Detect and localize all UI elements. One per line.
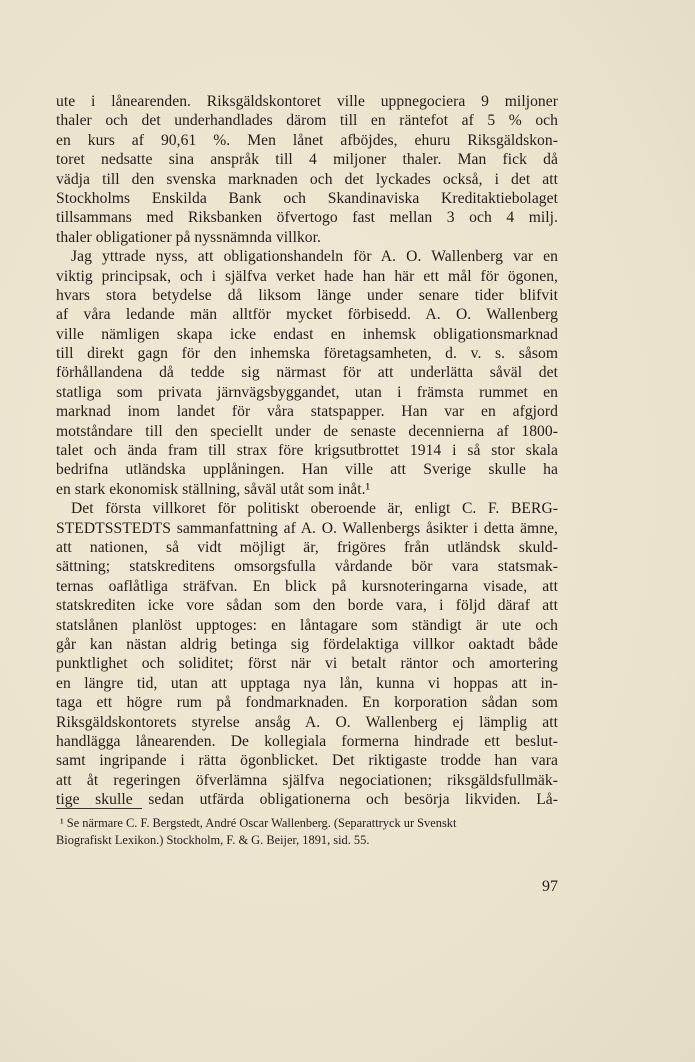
text-line: tige skulle sedan utfärda obligationerna och besörja likviden. Lå- xyxy=(56,791,558,809)
text-line: handlägga lånearenden. De kollegiala formerna hindrade ett beslut- xyxy=(56,732,558,750)
text-line-with-author xyxy=(56,499,558,518)
text-line: förhållandena då tedde sig närmast för att underlätta såväl det xyxy=(56,364,558,382)
text-line: taga ett högre rum på fondmarknaden. En korporation sådan som xyxy=(56,694,558,712)
text-line: vädja till den svenska marknaden och det lyckades också, i det att xyxy=(56,170,558,188)
footnote xyxy=(56,815,558,849)
text-line: ternas oaflåtliga sträfvan. En blick på kursnoteringarna visade, att xyxy=(56,577,558,595)
body-text xyxy=(56,92,558,809)
footnote-divider xyxy=(56,808,142,809)
text-line: sättning; statskreditens omsorgsfulla vårdande bör vara statsmak- xyxy=(56,558,558,576)
text-line: ville nämligen skapa icke endast en inhemsk obligationsmarknad xyxy=(56,325,558,343)
text-line: går kan nästan aldrig betinga sig fördelaktiga villkor oaktadt både xyxy=(56,635,558,653)
text-line: samt ingripande i rätta ögonblicket. Det riktigaste trodde han vara xyxy=(56,752,558,770)
text-line: toret nedsatte sina anspråk till 4 miljoner thaler. Man fick då xyxy=(56,151,558,169)
text-line: till direkt gagn för den inhemska företagsamheten, d. v. s. såsom xyxy=(56,345,558,363)
text-line: en stark ekonomisk ställning, såväl utåt som inåt.¹ xyxy=(56,480,371,498)
text-line-with-author xyxy=(56,519,558,538)
author-name-smallcaps: STEDTS xyxy=(56,519,114,537)
page-number: 97 xyxy=(542,878,558,895)
text-line: Riksgäldskontorets styrelse ansåg A. O. Wallenberg ej lämplig att xyxy=(56,713,558,731)
author-name-smallcaps: BERG- xyxy=(510,500,558,518)
text-line: Stockholms Enskilda Bank och Skandinaviska Kreditaktiebolaget xyxy=(56,189,558,207)
text-line: ute i lånearenden. Riksgäldskontoret ville uppnegociera 9 miljoner xyxy=(56,93,558,110)
text-line: en kurs af 90,61 %. Men lånet afböjdes, ehuru Riksgäldskon- xyxy=(56,131,558,149)
footnote-line: ¹ Se närmare C. F. Bergstedt, André Oscar Wallenberg. (Separattryck ur Svenskt xyxy=(60,816,457,830)
text-line: thaler obligationer på nyssnämnda villkor. xyxy=(56,228,321,246)
text-line: talet och ända fram till strax före krigsutbrottet 1914 i så stor skala xyxy=(56,442,558,460)
text-line: punktlighet och soliditet; först när vi betalt räntor och amortering xyxy=(56,655,558,673)
text-run: Det första villkoret för politiskt oberoende är, enligt C. F. xyxy=(71,500,511,518)
footnote-line: Biografiskt Lexikon.) Stockholm, F. & G. Beijer, 1891, sid. 55. xyxy=(56,833,370,847)
text-line: viktig principsak, och i själfva verket hade han här ett mål för ögonen, xyxy=(56,267,558,285)
text-line: statslånen planlöst upptoges: en låntagare som ständigt är ute och xyxy=(56,616,558,634)
text-line: motståndare till den speciellt under de senaste decennierna af 1800- xyxy=(56,422,558,440)
text-run: STEDTS sammanfattning af A. O. Wallenbergs åsikter i detta ämne, xyxy=(113,519,558,537)
text-line: statliga som privata järnvägsbyggandet, utan i främsta rummet en xyxy=(56,383,558,401)
text-line: marknad inom landet för våra statspapper. Han var en afgjord xyxy=(56,403,558,421)
text-line: af våra ledande män alltför mycket förbisedd. A. O. Wallenberg xyxy=(56,306,558,324)
text-line: bedrifna utländska upplåningen. Han ville att Sverige skulle ha xyxy=(56,461,558,479)
text-line: en längre tid, utan att upptaga nya lån, kunna vi hoppas att in- xyxy=(56,674,558,692)
text-line: Jag yttrade nyss, att obligationshandeln för A. O. Wallenberg var en xyxy=(71,248,558,266)
text-line: att nationen, så vidt möjligt är, frigöres från utländsk skuld- xyxy=(56,538,558,556)
text-line: thaler och det underhandlades därom till en räntefot af 5 % och xyxy=(56,112,558,130)
text-line: att åt regeringen öfverlämna själfva negociationen; riksgäldsfullmäk- xyxy=(56,771,558,789)
text-line: tillsammans med Riksbanken öfvertogo fast mellan 3 och 4 milj. xyxy=(56,209,558,227)
text-line: hvars stora betydelse då liksom länge under senare tider blifvit xyxy=(56,286,558,304)
text-line: statskrediten icke vore sådan som den borde vara, i följd däraf att xyxy=(56,597,558,615)
